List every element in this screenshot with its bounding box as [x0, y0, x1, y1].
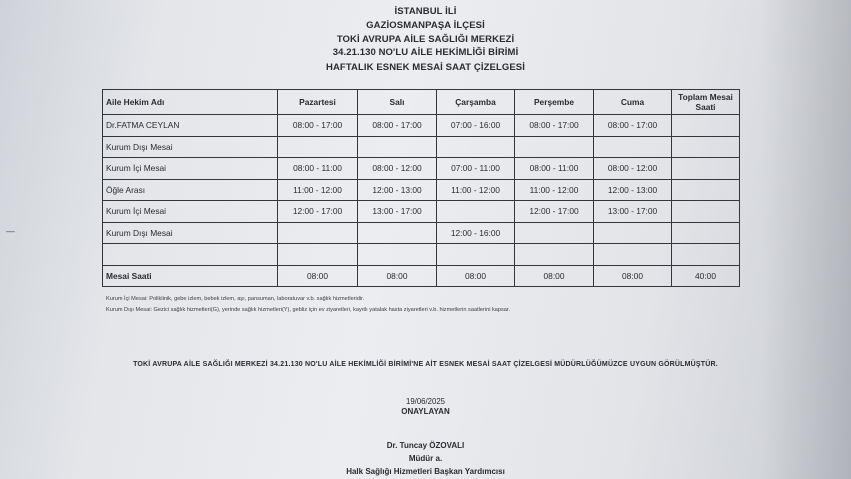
row-label-cell	[103, 244, 278, 266]
table-row	[103, 201, 740, 223]
time-cell	[672, 179, 740, 201]
time-cell: 08:00 - 17:00	[358, 115, 437, 137]
note-external-hours: Kurum Dışı Mesai: Gezici sağlık hizmetleri(G), yerinde sağlık hizmetleri(Y), gebliz için ev ziyaretleri, kayıtlı yatalak hasta ziyaretleri v.b. hizmetlerin saatlerini kapsar.	[106, 307, 511, 313]
time-cell	[437, 244, 515, 266]
time-cell: 12:00 - 17:00	[278, 201, 358, 223]
time-cell	[437, 201, 515, 223]
time-cell	[672, 115, 740, 137]
time-cell	[358, 222, 437, 244]
approver-name: Dr. Tuncay ÖZOVALI	[386, 441, 465, 450]
time-cell	[672, 222, 740, 244]
total-hours-cell: 08:00	[594, 265, 672, 287]
row-label-cell: Kurum İçi Mesai	[103, 158, 278, 180]
total-row	[103, 265, 740, 287]
time-cell: 12:00 - 13:00	[358, 179, 437, 201]
time-cell: 08:00 - 12:00	[594, 158, 672, 180]
time-cell	[672, 158, 740, 180]
time-cell: 13:00 - 17:00	[594, 201, 672, 223]
time-cell: 08:00 - 12:00	[358, 158, 437, 180]
total-hours-cell: 40:00	[672, 265, 740, 287]
time-cell: 11:00 - 12:00	[437, 179, 515, 201]
time-cell	[278, 136, 358, 158]
total-hours-cell: 08:00	[358, 265, 437, 287]
time-cell	[278, 222, 358, 244]
header-schedule-title: HAFTALIK ESNEK MESAİ SAAT ÇİZELGESİ	[326, 62, 525, 73]
time-cell: 08:00 - 17:00	[594, 115, 672, 137]
approval-statement: TOKİ AVRUPA AİLE SAĞLIĞI MERKEZİ 34.21.130 NO'LU AİLE HEKİMLİĞİ BİRİMİ'NE AİT ESNEK MESAİ SAAT ÇİZELGESİ MÜDÜRLÜĞÜMÜZCE UYGUN GÖRÜLMÜŞTÜR.	[133, 361, 718, 368]
column-header: Pazartesi	[278, 90, 358, 115]
table-row	[103, 158, 740, 180]
column-header: Cuma	[594, 90, 672, 115]
row-label-cell: Kurum Dışı Mesai	[103, 136, 278, 158]
margin-dash: —	[6, 226, 15, 236]
time-cell: 13:00 - 17:00	[358, 201, 437, 223]
column-header: Çarşamba	[437, 90, 515, 115]
header-district: GAZİOSMANPAŞA İLÇESİ	[366, 20, 485, 31]
time-cell: 07:00 - 16:00	[437, 115, 515, 137]
column-header: Perşembe	[515, 90, 594, 115]
time-cell: 12:00 - 13:00	[594, 179, 672, 201]
total-hours-cell: 08:00	[515, 265, 594, 287]
time-cell: 08:00 - 11:00	[515, 158, 594, 180]
row-label-cell: Dr.FATMA CEYLAN	[103, 115, 278, 137]
time-cell	[594, 244, 672, 266]
schedule-table	[102, 89, 740, 287]
table-row	[103, 136, 740, 158]
time-cell	[672, 136, 740, 158]
total-label-cell: Mesai Saati	[103, 265, 278, 287]
time-cell	[515, 244, 594, 266]
time-cell: 12:00 - 17:00	[515, 201, 594, 223]
approver-department: Halk Sağlığı Hizmetleri Başkan Yardımcısı	[346, 467, 505, 476]
time-cell	[672, 244, 740, 266]
time-cell	[594, 136, 672, 158]
time-cell	[515, 136, 594, 158]
table-header-row	[103, 90, 740, 115]
header-unit: 34.21.130 NO'LU AİLE HEKİMLİĞİ BİRİMİ	[332, 47, 519, 58]
total-hours-cell: 08:00	[437, 265, 515, 287]
time-cell	[515, 222, 594, 244]
table-row	[103, 179, 740, 201]
approval-date: 19/06/2025	[405, 397, 446, 406]
approver-title: ONAYLAYAN	[401, 407, 450, 416]
time-cell	[278, 244, 358, 266]
time-cell: 08:00 - 17:00	[278, 115, 358, 137]
note-internal-hours: Kurum İçi Mesai: Poliklinik, gebe izlem, bebek izlem, aşı, pansuman, laboratuvar v.b. sağlık hizmetleridir.	[106, 296, 365, 302]
time-cell	[672, 201, 740, 223]
time-cell	[437, 136, 515, 158]
total-hours-cell: 08:00	[278, 265, 358, 287]
time-cell	[594, 222, 672, 244]
time-cell: 11:00 - 12:00	[515, 179, 594, 201]
time-cell: 12:00 - 16:00	[437, 222, 515, 244]
time-cell: 07:00 - 11:00	[437, 158, 515, 180]
time-cell	[358, 136, 437, 158]
column-header: Salı	[358, 90, 437, 115]
approver-role: Müdür a.	[408, 454, 443, 463]
time-cell: 08:00 - 11:00	[278, 158, 358, 180]
time-cell: 08:00 - 17:00	[515, 115, 594, 137]
header-center: TOKİ AVRUPA AİLE SAĞLIĞI MERKEZİ	[336, 34, 515, 45]
row-label-cell: Öğle Arası	[103, 179, 278, 201]
header-province: İSTANBUL İLİ	[394, 6, 457, 17]
table-row	[103, 244, 740, 266]
row-label-cell: Kurum İçi Mesai	[103, 201, 278, 223]
table-row	[103, 222, 740, 244]
row-label-cell: Kurum Dışı Mesai	[103, 222, 278, 244]
column-header: Toplam Mesai Saati	[672, 90, 740, 115]
column-header: Aile Hekim Adı	[103, 90, 278, 115]
time-cell	[358, 244, 437, 266]
time-cell: 11:00 - 12:00	[278, 179, 358, 201]
table-row	[103, 115, 740, 137]
